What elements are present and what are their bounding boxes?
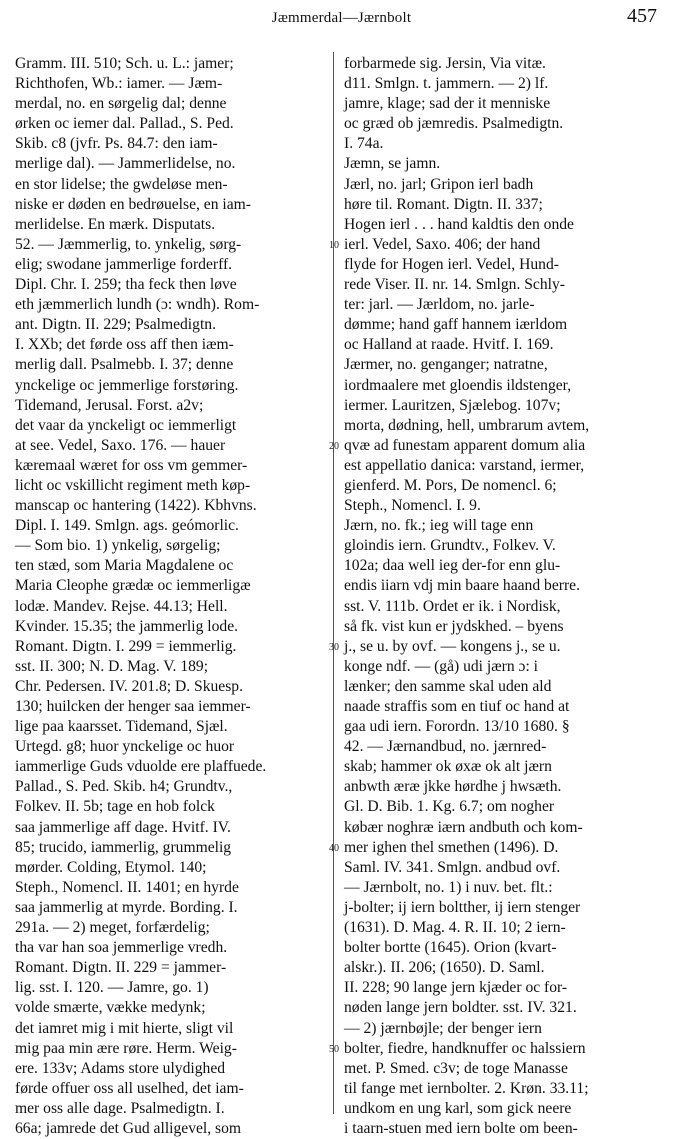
text-line: I. XXb; det førde oss aff then iæm- [15, 336, 234, 354]
line-number-marker: 50 [329, 1043, 339, 1055]
text-line: mørder. Colding, Etymol. 140; [15, 858, 207, 876]
line-number-marker: 20 [329, 440, 339, 452]
text-line: licht oc vskillicht regiment meth køp- [15, 476, 251, 494]
text-line: Kvinder. 15.35; the jammerlig lode. [15, 617, 239, 635]
text-line: merlig dall. Psalmebb. I. 37; denne [15, 356, 234, 374]
text-line: sst. II. 300; N. D. Mag. V. 189; [15, 657, 209, 675]
line-number-marker: 40 [329, 842, 339, 854]
text-line: manscap oc hantering (1422). Kbhvns. [15, 497, 257, 515]
text-line: Dipl. Chr. I. 259; tha feck then løve [15, 276, 237, 294]
text-line: lige paa kaarsset. Tidemand, Sjæl. [15, 718, 228, 736]
text-line: alskr.). II. 206; (1650). D. Saml. [344, 959, 545, 977]
page-number: 457 [627, 5, 657, 27]
text-line: rede Viser. II. nr. 14. Smlgn. Schly- [344, 276, 565, 294]
text-line: nøden lange jern boldter. sst. IV. 321. [344, 999, 577, 1017]
text-line: 42. — Jærnandbud, no. jærnred- [344, 738, 547, 756]
text-line: undkom en ung karl, som gick neere [344, 1099, 572, 1117]
text-line: j-bolter; ij iern boltther, ij iern stenger [344, 898, 581, 916]
right-column [344, 54, 669, 1139]
text-line: niske er døden en bedrøuelse, en iam- [15, 195, 251, 213]
text-line: Pallad., S. Ped. Skib. h4; Grundtv., [15, 778, 233, 796]
text-line: oc Halland at raade. Hvitf. I. 169. [344, 336, 554, 354]
text-line: Jærl, no. jarl; Gripon ierl badh [344, 175, 534, 193]
text-line: jamre, klage; sad der it menniske [344, 95, 551, 113]
text-line: Steph., Nomencl. I. 9. [344, 497, 481, 515]
text-line: gaa udi iern. Forordn. 13/10 1680. § [344, 718, 570, 736]
text-line: Skib. c8 (jvfr. Ps. 84.7: den iam- [15, 135, 218, 153]
text-line: naade straffis som en tiuf oc hand at [344, 698, 570, 715]
text-line: endis iiarn vdj min baare haand berre. [344, 577, 580, 595]
text-line: qvæ ad funestam apparent domum alia [344, 436, 586, 454]
text-line: 130; huilcken der henger saa iemmer- [15, 698, 251, 715]
text-line: est appellatio danica: varstand, iermer, [344, 456, 585, 474]
text-line: Gl. D. Bib. 1. Kg. 6.7; om nogher [344, 798, 555, 816]
text-line: iordmaalere met gloendis ildstenger, [344, 376, 572, 394]
text-line: dømme; hand gaff hannem iærldom [344, 316, 568, 334]
text-line: 66a; jamrede det Gud alligevel, som [15, 1119, 242, 1137]
text-line: Steph., Nomencl. II. 1401; en hyrde [15, 878, 239, 896]
text-line: merdal, no. en sørgelig dal; denne [15, 95, 227, 113]
text-line: mer oss alle dage. Psalmedigtn. I. [15, 1099, 225, 1117]
text-line: forbarmede sig. Jersin, Via vitæ. [344, 55, 546, 72]
text-line: 102a; daa well ieg der-for enn glu- [344, 557, 561, 575]
text-line: anbwth æræ jkke hørdhe j hwsæth. [344, 778, 562, 796]
text-line: ten stæd, som Maria Magdalene oc [15, 557, 234, 575]
text-line: Maria Cleophe grædæ oc iemmerligæ [15, 577, 251, 595]
text-line: en stor lidelse; the gwdeløse men- [15, 175, 228, 193]
text-line: Dipl. I. 149. Smlgn. ags. geómorlic. [15, 517, 239, 535]
text-line: merlidelse. En mærk. Disputats. [15, 215, 216, 233]
running-header [0, 5, 683, 37]
text-line: oc græd ob jæmredis. Psalmedigtn. [344, 115, 564, 133]
text-line: Jærmer, no. genganger; natratne, [344, 356, 548, 374]
text-line: 52. — Jæmmerlig, to. ynkelig, sørg- [15, 235, 242, 253]
text-line: Urtegd. g8; huor ynckelige oc huor [15, 738, 235, 756]
text-line: sst. V. 111b. Ordet er ik. i Nordisk, [344, 597, 561, 615]
text-line: — Som bio. 1) ynkelig, sørgelig; [15, 537, 221, 555]
text-line: gloindis iern. Grundtv., Folkev. V. [344, 537, 556, 555]
text-line: 85; trucido, iammerlig, grummelig [15, 838, 232, 856]
text-line: ter: jarl. — Jærldom, no. jarle- [344, 296, 535, 314]
text-line: Hogen ierl . . . hand kaldtis den onde [344, 215, 574, 233]
text-line: skab; hammer ok øxæ ok alt jærn [344, 758, 552, 776]
text-line: bolter bortte (1645). Orion (kvart- [344, 939, 557, 957]
text-line: Saml. IV. 341. Smlgn. andbud ovf. [344, 858, 561, 876]
text-line: II. 228; 90 lange jern kjæder oc for- [344, 979, 568, 997]
text-line: Romant. Digtn. I. 299 = iemmerlig. [15, 637, 237, 655]
text-line: lodæ. Mandev. Rejse. 44.13; Hell. [15, 597, 228, 615]
text-line: mer ighen thel smethen (1496). D. [344, 838, 559, 856]
text-line: mig paa min ære røre. Herm. Weig- [15, 1039, 237, 1057]
text-line: lig. sst. I. 120. — Jamre, go. 1) [15, 979, 209, 997]
text-line: at see. Vedel, Saxo. 176. — hauer [15, 436, 226, 454]
text-line: Folkev. II. 5b; tage en hob folck [15, 798, 215, 816]
text-line: høre til. Romant. Digtn. II. 337; [344, 195, 543, 213]
text-line: købær noghræ iærn andbuth och kom- [344, 818, 583, 836]
text-line: merlige dal). — Jammerlidelse, no. [15, 155, 236, 173]
line-number-marker: 30 [329, 641, 339, 653]
text-line: førde offuer oss all uselhed, det iam- [15, 1079, 244, 1097]
text-line: Jærn, no. fk.; ieg will tage enn [344, 517, 534, 535]
text-line: eth jæmmerlich lundh (ɔ: wndh). Rom- [15, 296, 260, 314]
text-line: kæremaal wæret for oss vm gemmer- [15, 456, 248, 474]
text-line: Tidemand, Jerusal. Forst. a2v; [15, 396, 204, 414]
text-line: — 2) jærnbøjle; der benger iern [344, 1019, 542, 1037]
left-column [15, 54, 326, 1139]
text-line: volde smærte, vække medynk; [15, 999, 206, 1017]
text-line: ere. 133v; Adams store ulydighed [15, 1059, 226, 1077]
text-line: 291a. — 2) meget, forfærdelig; [15, 919, 210, 937]
text-line: Romant. Digtn. II. 229 = jammer- [15, 959, 227, 977]
text-line: tha var han soa jemmerlige vredh. [15, 939, 228, 957]
text-line: j., se u. by ovf. — kongens j., se u. [344, 637, 561, 655]
text-line: met. P. Smed. c3v; de toge Manasse [344, 1059, 568, 1077]
running-title: Jæmmerdal—Jærnbolt [271, 10, 412, 26]
text-line: Chr. Pedersen. IV. 201.8; D. Skuesp. [15, 677, 243, 695]
text-line: ierl. Vedel, Saxo. 406; der hand [344, 235, 541, 253]
text-line: iermer. Lauritzen, Sjælebog. 107v; [344, 396, 561, 414]
text-line: elig; swodane jammerlige forderff. [15, 255, 233, 273]
text-line: flyde for Hogen ierl. Vedel, Hund- [344, 255, 559, 273]
column-divider [333, 52, 334, 1114]
text-line: så fk. vist kun er jydskhed. – byens [344, 617, 564, 635]
text-line: det vaar da ynckeligt oc iemmerligt [15, 416, 237, 434]
text-line: Gramm. III. 510; Sch. u. L.: jamer; [15, 55, 234, 72]
text-line: d11. Smlgn. t. jammern. — 2) lf. [344, 75, 549, 93]
text-line: til fange met iernbolter. 2. Krøn. 33.11; [344, 1079, 589, 1097]
text-line: iammerlige Guds vduolde ere plaffuede. [15, 758, 267, 776]
text-line: det iamret mig i mit hierte, sligt vil [15, 1019, 234, 1037]
text-line: bolter, fiedre, handknuffer oc halssiern [344, 1039, 586, 1057]
line-number-marker: 10 [329, 239, 339, 251]
text-line: ynckelige oc jemmerlige forstøring. [15, 376, 239, 394]
text-line: ørken oc iemer dal. Pallad., S. Ped. [15, 115, 234, 133]
text-line: ant. Digtn. II. 229; Psalmedigtn. [15, 316, 216, 334]
text-line: lænker; den samme skal uden ald [344, 677, 552, 695]
text-line: Jæmn, se jamn. [344, 155, 441, 173]
text-line: saa jammerlige aff dage. Hvitf. IV. [15, 818, 231, 836]
text-line: — Jærnbolt, no. 1) i nuv. bet. flt.: [344, 878, 553, 896]
text-line: i taarn-stuen med iern bolte om been- [344, 1119, 578, 1137]
text-line: Richthofen, Wb.: iamer. — Jæm- [15, 75, 223, 93]
text-line: gienferd. M. Pors, De nomencl. 6; [344, 476, 557, 494]
text-line: (1631). D. Mag. 4. R. II. 10; 2 iern- [344, 919, 566, 937]
text-line: morta, dødning, hell, umbrarum avtem, [344, 416, 590, 434]
text-line: I. 74a. [344, 135, 384, 153]
text-line: saa jammerlig at myrde. Bording. I. [15, 898, 238, 916]
text-line: konge ndf. — (gå) udi jærn ɔ: i [344, 657, 539, 675]
